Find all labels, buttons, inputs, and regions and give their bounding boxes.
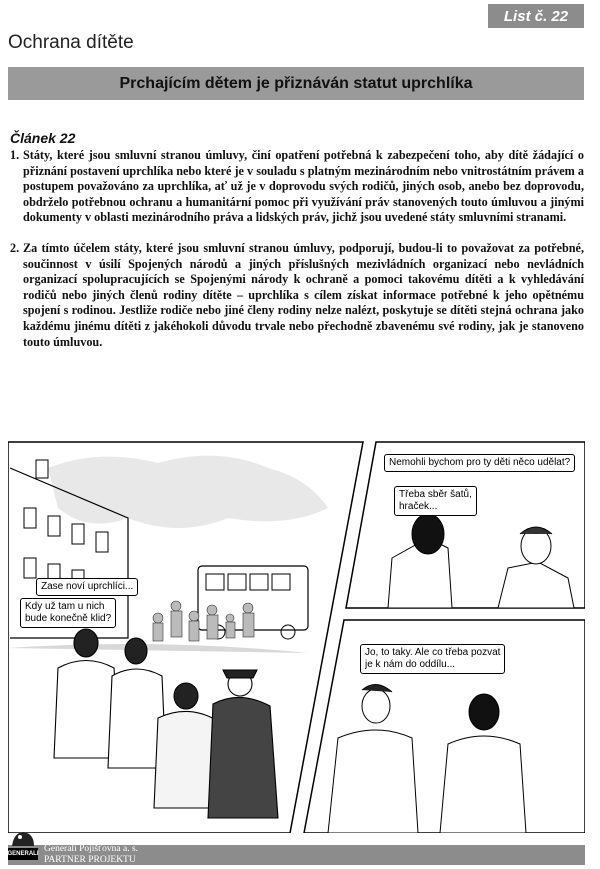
bubble-line: je k nám do oddílu... bbox=[365, 659, 456, 670]
topic-title: Ochrana dítěte bbox=[8, 32, 134, 53]
banner-text: Prchajícím dětem je přiznáván statut uprchlíka bbox=[119, 74, 473, 92]
bubble-line: Jo, to taky. Ale co třeba pozvat bbox=[365, 647, 501, 658]
speech-bubble-4 bbox=[394, 486, 477, 516]
article-paragraph-1 bbox=[10, 148, 584, 226]
bubble-line: bude konečně klid? bbox=[25, 613, 112, 624]
speech-bubble-3: Nemohli bychom pro ty děti něco udělat? bbox=[384, 454, 575, 472]
logo-wordmark: GENERALI bbox=[8, 848, 38, 860]
comic-drawing bbox=[8, 438, 585, 833]
lion-icon bbox=[8, 828, 38, 848]
article-paragraph-2 bbox=[10, 241, 584, 350]
bubble-line: Třeba sběr šatů, bbox=[399, 489, 472, 500]
partner-credit bbox=[44, 844, 138, 865]
paragraph-text: Za tímto účelem státy, které jsou smluvní stranou úmluvy, podporují, budou-li to považovat za potřebné, součinnost v úsilí Spojených národů a jiných příslušných mezivládních organizací nebo nevládních organizací spolupracujících se Spojenými národy k ochraně a pomoci takovému dítěti a k vyhledávání rodičů nebo jiných členů rodiny dítěte – uprchlíka s cílem získat informace potřebné k jeho opětnému spojení s rodinou. Jestliže rodiče nebo jiné členy rodiny nelze nalézt, poskytuje se dítěti stejná ochrana jako každému jinému dítěti z jakéhokoli důvodu trvale nebo přechodně zbavenému své rodiny, jak je stanoveno touto úmluvou. bbox=[23, 241, 584, 349]
partner-name: Generali Pojišťovna a. s. bbox=[44, 844, 139, 854]
paragraph-text: Státy, které jsou smluvní stranou úmluvy, činí opatření potřebná k zabezpečení toho, aby dítě žádající o přiznání postavení uprchlíka nebo které je v souladu s platným mezinárodním nebo vnitrostátním právem a postupem považováno za uprchlíka, ať už je v doprovodu svých rodičů, jiných osob, anebo bez doprovodu, obdrželo potřebnou ochranu a humanitární pomoc při využívání práv stanovených touto úmluvou a jinými dokumenty v oblasti mezinárodního práva a lidských práv, jichž jsou uvedené státy smluvními stranami. bbox=[23, 148, 584, 225]
left-panel bbox=[8, 442, 363, 833]
generali-logo bbox=[8, 828, 38, 862]
section-banner bbox=[8, 67, 584, 100]
bubble-line: Kdy už tam u nich bbox=[25, 601, 105, 612]
speech-bubble-2 bbox=[20, 598, 116, 628]
speech-bubble-5 bbox=[360, 644, 505, 674]
bubble-line: hraček... bbox=[399, 501, 438, 512]
partner-role: PARTNER PROJEKTU bbox=[44, 854, 136, 865]
paragraph-number: 1. bbox=[10, 148, 20, 162]
comic-illustration bbox=[8, 438, 585, 833]
sheet-number-label: List č. 22 bbox=[488, 4, 584, 28]
paragraph-number: 2. bbox=[10, 241, 20, 255]
speech-bubble-1: Zase noví uprchlíci... bbox=[36, 578, 138, 596]
article-title: Článek 22 bbox=[10, 130, 76, 146]
